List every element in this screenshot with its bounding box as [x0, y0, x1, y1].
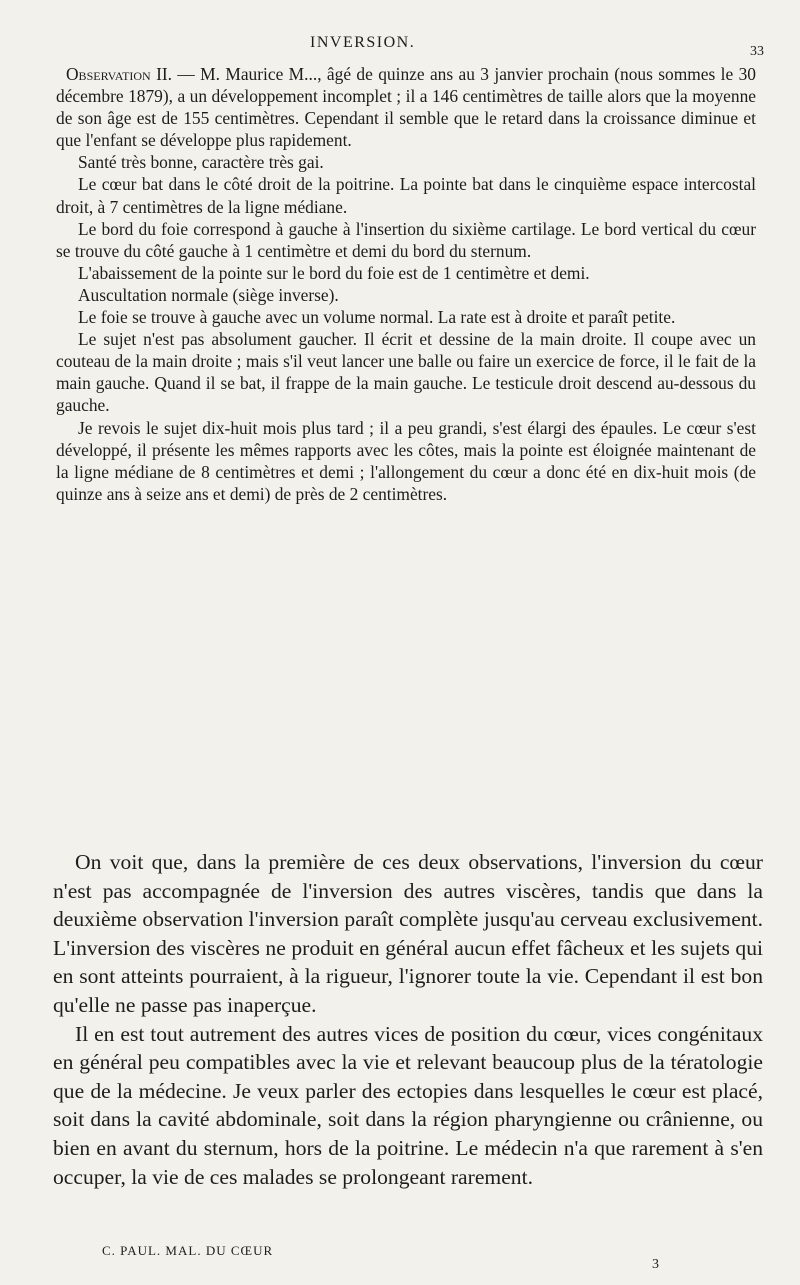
discussion-paragraph: On voit que, dans la première de ces deux observations, l'inversion du cœur n'est pas accompagnée de l'inversion des autres viscères, tandis que dans la deuxième observation l'inversion paraît complète jusqu'au cerveau exclusivement. L'inversion des viscères ne produit en général aucun effet fâcheux et les sujets qui en sont atteints pourraient, à la rigueur, l'ignorer toute la vie. Cependant il est bon qu'elle ne passe pas inaperçue.	[53, 850, 763, 1017]
observation-text: — M. Maurice M..., âgé de quinze ans au 3 janvier prochain (nous sommes le 30 décembre 1879), a un développement incomplet ; il a 146 centimètres de taille alors que la moyenne de son âge est de 155 centimètres. Cependant il semble que le retard dans la croissance diminue et que l'enfant se développe plus rapidement.	[56, 64, 756, 151]
running-head	[0, 34, 800, 59]
signature-mark: C. PAUL. MAL. DU CŒUR	[102, 1243, 274, 1258]
discussion-block	[53, 848, 763, 1191]
observation-paragraph: Je revois le sujet dix-huit mois plus tard ; il a peu grandi, s'est élargi des épaules. Le cœur s'est développé, il présente les mêmes rapports avec les côtes, mais la pointe est éloignée maintenant de la ligne médiane de 8 centimètres et demi ; l'allongement du cœur a donc été en dix-huit mois (de quinze ans à seize ans et demi) de près de 2 centimètres.	[56, 417, 756, 504]
observation-paragraph: Le cœur bat dans le côté droit de la poitrine. La pointe bat dans le cinquième espace intercostal droit, à 7 centimètres de la ligne médiane.	[56, 174, 756, 217]
running-title: INVERSION.	[310, 34, 416, 51]
signature-number: 3	[652, 1257, 659, 1272]
discussion-paragraph: Il en est tout autrement des autres vices de position du cœur, vices congénitaux en général peu compatibles avec la vie et relevant beaucoup plus de la tératologie que de la médecine. Je veux parler des ectopies dans lesquelles le cœur est placé, soit dans la cavité abdominale, soit dans la région pharyngienne ou crânienne, ou bien en avant du sternum, hors de la poitrine. Le médecin n'a que rarement à s'en occuper, la vie de ces malades se prolongeant rarement.	[53, 1021, 763, 1189]
page-number: 33	[750, 44, 764, 59]
observation-paragraph	[56, 63, 756, 151]
observation-paragraph: L'abaissement de la pointe sur le bord du foie est de 1 centimètre et demi.	[78, 262, 590, 283]
observation-paragraph: Le bord du foie correspond à gauche à l'insertion du sixième cartilage. Le bord vertical du cœur se trouve du côté gauche à 1 centimètre et demi du bord du sternum.	[56, 218, 756, 261]
observation-paragraph: Santé très bonne, caractère très gai.	[78, 152, 324, 173]
observation-block	[56, 63, 756, 505]
observation-paragraph: Auscultation normale (siège inverse).	[78, 284, 339, 305]
observation-paragraph: Le foie se trouve à gauche avec un volume normal. La rate est à droite et paraît petite.	[78, 307, 676, 328]
page-footer	[0, 1243, 800, 1283]
observation-paragraph: Le sujet n'est pas absolument gaucher. Il écrit et dessine de la main droite. Il coupe avec un couteau de la main droite ; mais s'il veut lancer une balle ou faire un exercice de force, il le fait de la main gauche. Quand il se bat, il frappe de la main gauche. Le testicule droit descend au-dessous du gauche.	[56, 329, 756, 416]
observation-heading: Observation II.	[66, 64, 173, 84]
